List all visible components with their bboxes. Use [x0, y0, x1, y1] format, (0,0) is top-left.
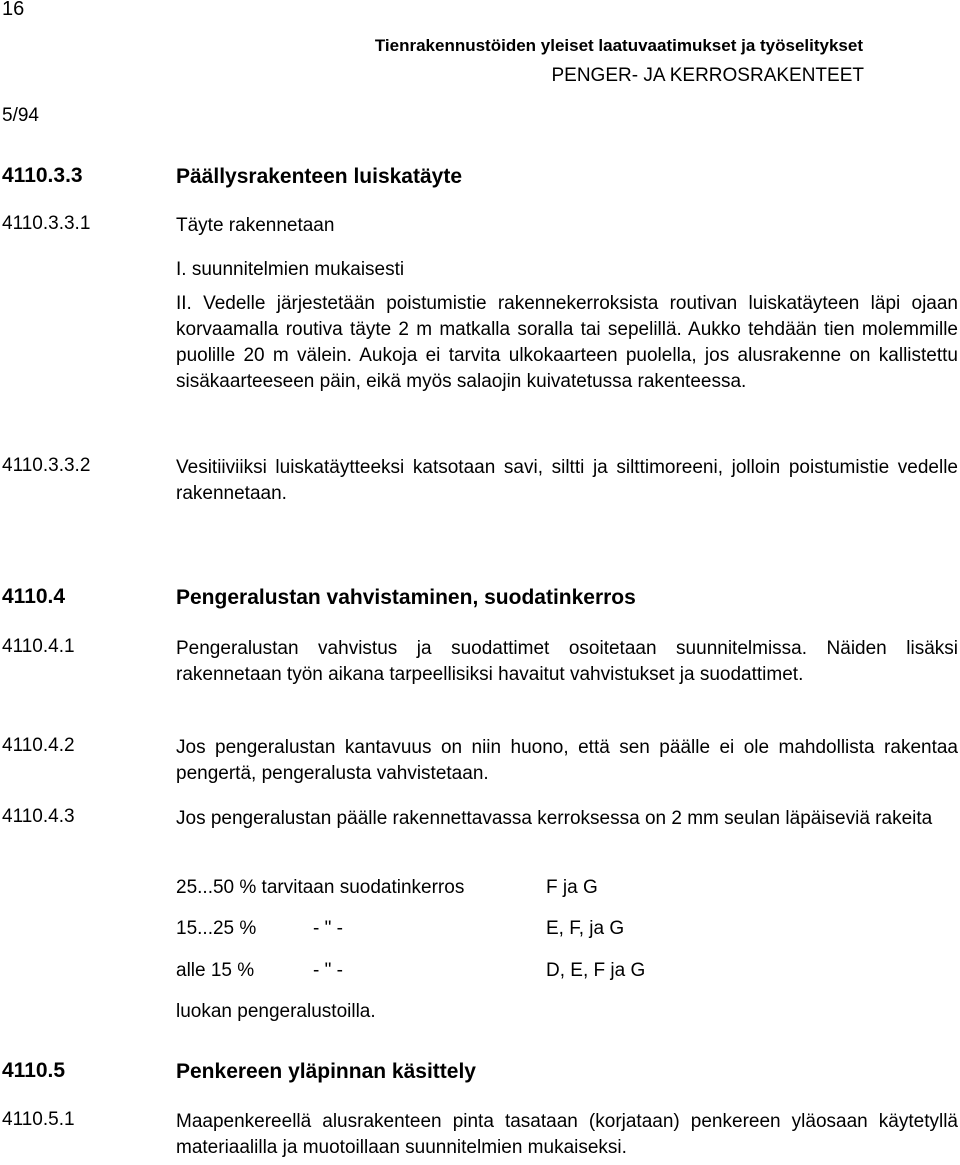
page-reference: 5/94 [2, 105, 39, 126]
section-number: 4110.4.1 [2, 636, 75, 657]
section-number: 4110.4.2 [2, 735, 75, 756]
page-number: 16 [2, 0, 25, 20]
table-cell: - " - [313, 960, 343, 981]
paragraph: I. suunnitelmien mukaisesti [176, 259, 405, 280]
section-title: PENGER- JA KERROSRAKENTEET [551, 65, 864, 86]
table-footer: luokan pengeralustoilla. [176, 1001, 376, 1022]
paragraph: Vesitiiviiksi luiskatäytteeksi katsotaan savi, siltti ja silttimoreeni, jolloin poistumistie vedelle rakennetaan. [176, 457, 958, 504]
section-number: 4110.5.1 [2, 1109, 75, 1130]
section-number: 4110.4 [2, 585, 66, 608]
table-cell: E, F, ja G [546, 918, 625, 939]
paragraph: Täyte rakennetaan [176, 215, 335, 236]
paragraph: Jos pengeralustan kantavuus on niin huono, että sen päälle ei ole mahdollista rakentaa pengertä, pengeralusta vahvistetaan. [176, 737, 958, 784]
table-cell: F ja G [546, 877, 598, 898]
section-heading: Penkereen yläpinnan käsittely [176, 1060, 476, 1083]
paragraph: Jos pengeralustan päälle rakennettavassa kerroksessa on 2 mm seulan läpäiseviä rakeita [176, 808, 933, 829]
section-number: 4110.5 [2, 1059, 66, 1082]
section-number: 4110.3.3 [2, 164, 83, 187]
section-heading: Päällysrakenteen luiskatäyte [176, 165, 463, 188]
table-cell: 25...50 % tarvitaan suodatinkerros [176, 877, 465, 898]
section-number: 4110.3.3.1 [2, 213, 91, 234]
table-cell: - " - [313, 918, 343, 939]
paragraph: Maapenkereellä alusrakenteen pinta tasataan (korjataan) penkereen yläosaan käytetyllä materiaalilla ja muotoillaan suunnitelmien mukaiseksi. [176, 1111, 958, 1158]
table-cell: 15...25 % [176, 918, 257, 939]
table-cell: D, E, F ja G [546, 960, 646, 981]
section-number: 4110.4.3 [2, 806, 75, 827]
section-heading: Pengeralustan vahvistaminen, suodatinkerros [176, 586, 636, 609]
paragraph: Pengeralustan vahvistus ja suodattimet osoitetaan suunnitelmissa. Näiden lisäksi rakennetaan työn aikana tarpeellisiksi havaitut vahvistukset ja suodattimet. [176, 638, 958, 685]
document-title: Tienrakennustöiden yleiset laatuvaatimukset ja työselitykset [374, 36, 863, 55]
paragraph: II. Vedelle järjestetään poistumistie rakennekerroksista routivan luiskatäyteen läpi ojaan korvaamalla routiva täyte 2 m matkalla soralla tai sepelillä. Aukko tehdään tien molemmille puolille 20 m välein. Aukoja ei tarvita ulkokaarteen puolella, jos alusrakenne on kallistettu sisäkaarteeseen päin, eikä myös salaojin kuivatetussa rakenteessa. [176, 293, 958, 392]
section-number: 4110.3.3.2 [2, 455, 91, 476]
table-cell: alle 15 % [176, 960, 255, 981]
